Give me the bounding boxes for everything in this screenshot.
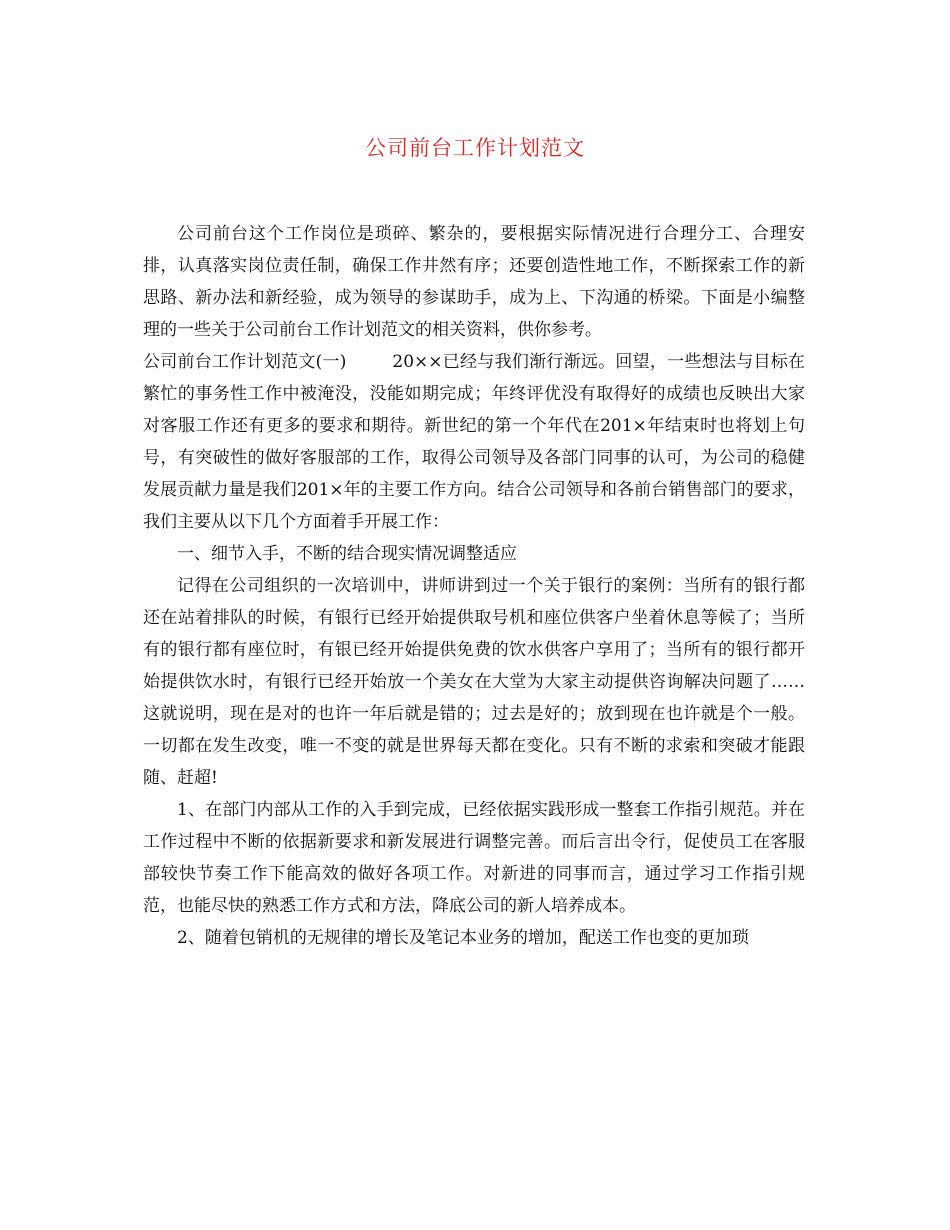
section-paragraph-1 xyxy=(143,346,805,538)
point-2-paragraph: 2、随着包销机的无规律的增长及笔记本业务的增加，配送工作也变的更加琐 xyxy=(177,928,749,948)
document-body xyxy=(143,218,805,954)
section-label: 公司前台工作计划范文(一) xyxy=(143,352,347,372)
intro-paragraph: 公司前台这个工作岗位是琐碎、繁杂的，要根据实际情况进行合理分工、合理安排，认真落实岗位责任制，确保工作井然有序；还要创造性地工作，不断探索工作的新思路、新办法和新经验，成为领导的参谋助手，成为上、下沟通的桥梁。下面是小编整理的一些关于公司前台工作计划范文的相关资料，供你参考。 xyxy=(143,224,805,340)
heading-1: 一、细节入手，不断的结合现实情况调整适应 xyxy=(177,544,517,564)
section-text: 20××已经与我们渐行渐远。回望，一些想法与目标在繁忙的事务性工作中被淹没，没能如期完成；年终评优没有取得好的成绩也反映出大家对客服工作还有更多的要求和期待。新世纪的第一个年代在201×年结束时也将划上句号，有突破性的做好客服部的工作，取得公司领导及各部门同事的认可，为公司的稳健发展贡献力量是我们201×年的主要工作方向。结合公司领导和各前台销售部门的要求，我们主要从以下几个方面着手开展工作： xyxy=(143,352,806,532)
bank-case-paragraph: 记得在公司组织的一次培训中，讲师讲到过一个关于银行的案例：当所有的银行都还在站着排队的时候，有银行已经开始提供取号机和座位供客户坐着休息等候了；当所有的银行都有座位时，有银已经开始提供免费的饮水供客户享用了；当所有的银行都开始提供饮水时，有银行已经开始放一个美女在大堂为大家主动提供咨询解决问题了……这就说明，现在是对的也许一年后就是错的；过去是好的；放到现在也许就是个一般。一切都在发生改变，唯一不变的就是世界每天都在变化。只有不断的求索和突破才能跟随、赶超! xyxy=(143,576,805,788)
point-1-paragraph: 1、在部门内部从工作的入手到完成，已经依据实践形成一整套工作指引规范。并在工作过程中不断的依据新要求和新发展进行调整完善。而后言出令行，促使员工在客服部较快节奏工作下能高效的做好各项工作。对新进的同事而言，通过学习工作指引规范，也能尽快的熟悉工作方式和方法，降底公司的新人培养成本。 xyxy=(143,800,805,916)
document-title: 公司前台工作计划范文 xyxy=(365,136,585,160)
